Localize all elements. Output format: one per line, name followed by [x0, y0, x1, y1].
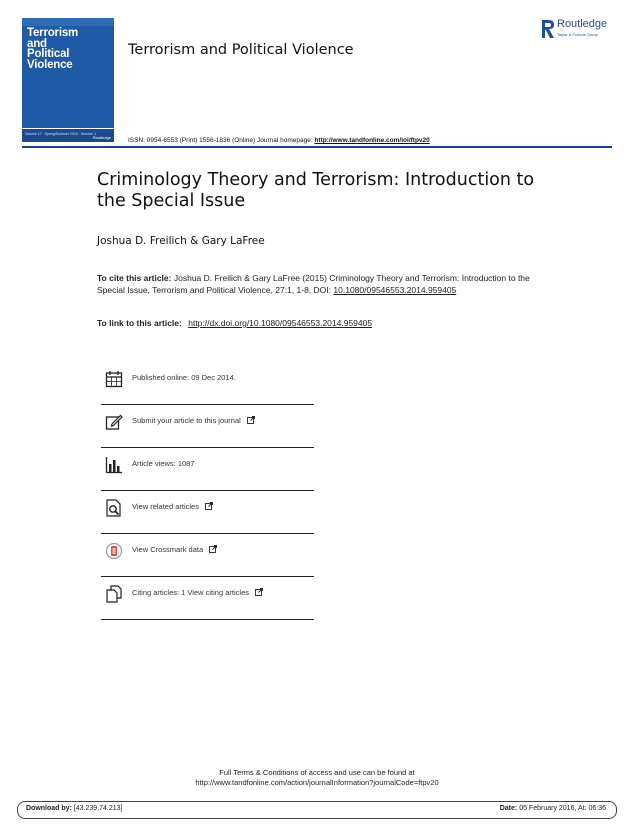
citation-text: Joshua D. Freilich & Gary LaFree (2015) Criminology Theory and Terrorism: Introduction to the Special Issue, Terrorism and Political Violence, 27:1, 1-8, DOI:	[97, 273, 530, 295]
publisher-logo	[540, 18, 620, 42]
article-title: Criminology Theory and Terrorism: Introduction to the Special Issue	[97, 170, 535, 211]
terms-line: Full Terms & Conditions of access and use can be found at	[219, 768, 415, 777]
header-rule	[22, 146, 612, 148]
bar-chart-icon	[105, 456, 123, 474]
published-online-label: Published online: 09 Dec 2014.	[132, 373, 236, 382]
citation-label: To cite this article:	[97, 273, 172, 283]
external-link-icon	[205, 502, 213, 510]
routledge-r-icon	[540, 18, 556, 40]
citing-documents-icon	[105, 585, 123, 603]
article-link-line	[97, 318, 372, 328]
info-item-related[interactable]	[101, 491, 314, 534]
journal-cover	[22, 18, 114, 142]
edit-icon	[105, 413, 123, 431]
cover-volume: Volume 17 · Spring/Summer 2015 · Number 1	[25, 132, 97, 136]
download-label: Download by:	[26, 805, 72, 812]
crossmark-label[interactable]: View Crossmark data	[132, 545, 204, 554]
cover-publisher: Routledge	[92, 135, 111, 140]
info-item-published	[101, 362, 314, 405]
submit-article-label[interactable]: Submit your article to this journal	[132, 416, 241, 425]
date-label: Date:	[499, 805, 518, 812]
external-link-icon	[209, 545, 217, 553]
logo-name: Routledge	[557, 18, 608, 30]
info-item-citing[interactable]	[101, 577, 314, 620]
article-views-label: Article views: 1087	[132, 459, 195, 468]
info-item-crossmark[interactable]	[101, 534, 314, 577]
download-ip: [43.239.74.213]	[73, 805, 123, 812]
citing-articles-label[interactable]: Citing articles: 1 View citing articles	[132, 588, 249, 597]
crossmark-icon	[105, 542, 123, 560]
link-label: To link to this article:	[97, 318, 182, 328]
external-link-icon	[255, 588, 263, 596]
download-info-bar	[17, 801, 617, 819]
info-item-views	[101, 448, 314, 491]
journal-title: Terrorism and Political Violence	[128, 42, 354, 58]
journal-homepage-link[interactable]: http://www.tandfonline.com/loi/ftpv20	[314, 137, 430, 144]
article-doi-link[interactable]: http://dx.doi.org/10.1080/09546553.2014.959405	[188, 318, 373, 328]
citation-doi[interactable]: 10.1080/09546553.2014.959405	[333, 285, 457, 295]
terms-url[interactable]: http://www.tandfonline.com/action/journalInformation?journalCode=ftpv20	[195, 778, 439, 787]
calendar-icon	[105, 370, 123, 388]
info-item-submit[interactable]	[101, 405, 314, 448]
external-link-icon	[247, 416, 255, 424]
related-articles-label[interactable]: View related articles	[132, 502, 199, 511]
issn-line: ISSN: 0954-6553 (Print) 1556-1836 (Online) Journal homepage: http://www.tandfonline.com/loi/ftpv20	[128, 137, 430, 144]
article-authors: Joshua D. Freilich & Gary LaFree	[97, 235, 265, 247]
citation-block	[97, 272, 537, 296]
download-date: 05 February 2016, At: 06:36	[519, 805, 606, 812]
logo-subtitle: Taylor & Francis Group	[557, 32, 598, 37]
cover-title: Terrorism and Political Violence	[27, 27, 79, 71]
search-document-icon	[105, 499, 123, 517]
terms-footer	[0, 768, 634, 788]
